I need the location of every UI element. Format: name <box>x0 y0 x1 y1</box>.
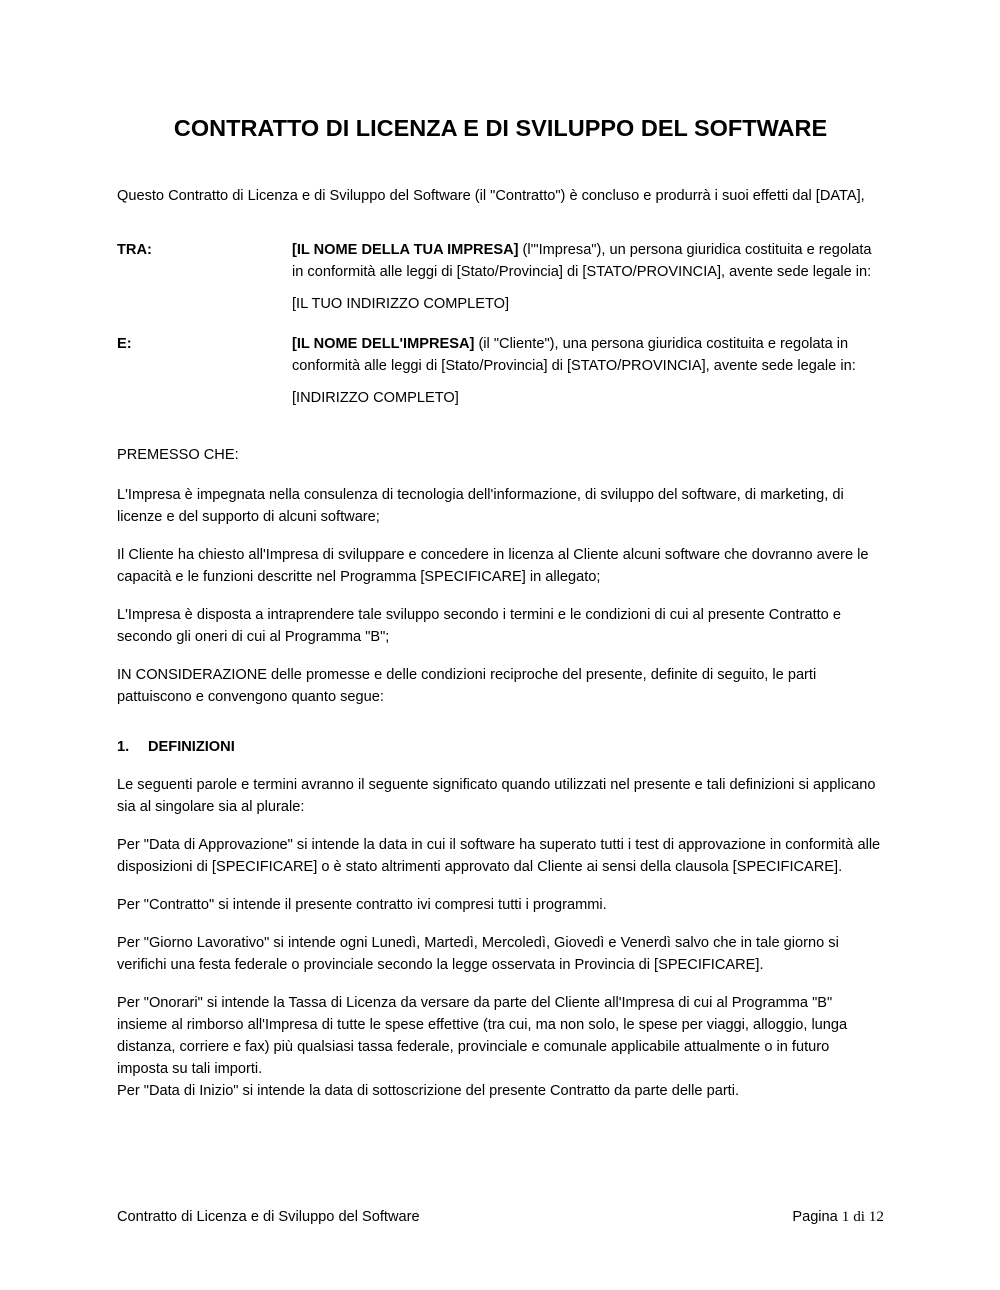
document-title: CONTRATTO DI LICENZA E DI SVILUPPO DEL SOFTWARE <box>173 115 828 141</box>
party-description-tra: (l'"Impresa"), un persona giuridica costituita e regolata in conformità alle leggi di [Stato/Provincia] di [STATO/PROVINCIA], avente sede legale in: <box>292 242 872 280</box>
recital-paragraph: IN CONSIDERAZIONE delle promesse e delle condizioni reciproche del presente, definite di seguito, le parti pattuiscono e convengono quanto segue: <box>117 667 817 705</box>
party-name-e: [IL NOME DELL'IMPRESA] <box>292 336 475 352</box>
section-title: DEFINIZIONI <box>148 739 235 755</box>
party-description-e: (il "Cliente"), una persona giuridica costituita e regolata in conformità alle leggi di [Stato/Provincia] di [STATO/PROVINCIA], avente sede legale in: <box>292 336 856 374</box>
section-number: 1. <box>117 739 130 755</box>
footer-page-value: 1 di 12 <box>841 1208 884 1225</box>
party-label-e: E: <box>117 336 132 352</box>
definition-paragraph: Per "Onorari" si intende la Tassa di Licenza da versare da parte del Cliente all'Impresa di cui al Programma "B" insieme al rimborso all'Impresa di tutte le spese effettive (tra cui, ma non solo, le spese per viaggi, alloggio, lunga distanza, corriere e fax) più qualsiasi tassa federale, provinciale e comunale applicabile attualmente o in futuro imposta su tali importi. <box>117 995 848 1077</box>
footer-page-number <box>792 1206 884 1228</box>
page-footer <box>117 1206 884 1228</box>
definition-paragraph: Per "Giorno Lavorativo" si intende ogni Lunedì, Martedì, Mercoledì, Giovedì e Venerdì salvo che in tale giorno si verifichi una festa federale o provinciale secondo la legge osservata in Provincia di [SPECIFICARE]. <box>117 935 839 973</box>
premesso-heading: PREMESSO CHE: <box>117 447 239 463</box>
recital-paragraph: L'Impresa è impegnata nella consulenza di tecnologia dell'informazione, di sviluppo del software, di marketing, di licenze e del supporto di alcuni software; <box>117 487 844 525</box>
party-label-tra: TRA: <box>117 242 152 258</box>
party-address-e: [INDIRIZZO COMPLETO] <box>292 390 459 406</box>
recital-paragraph: L'Impresa è disposta a intraprendere tale sviluppo secondo i termini e le condizioni di cui al presente Contratto e secondo gli oneri di cui al Programma "B"; <box>117 607 841 645</box>
section-1-heading <box>117 736 884 758</box>
definition-paragraph: Le seguenti parole e termini avranno il seguente significato quando utilizzati nel presente e tali definizioni si applicano sia al singolare sia al plurale: <box>117 777 876 815</box>
footer-page-label: Pagina <box>792 1209 838 1225</box>
party-body-e <box>292 333 884 409</box>
party-paragraph-tra <box>292 239 884 283</box>
party-block-e <box>117 333 884 409</box>
party-body-tra <box>292 239 884 315</box>
definition-paragraph: Per "Data di Inizio" si intende la data di sottoscrizione del presente Contratto da parte delle parti. <box>117 1083 740 1099</box>
party-block-tra <box>117 239 884 315</box>
party-name-tra: [IL NOME DELLA TUA IMPRESA] <box>292 242 519 258</box>
party-address-tra: [IL TUO INDIRIZZO COMPLETO] <box>292 296 510 312</box>
party-paragraph-e <box>292 333 884 377</box>
definition-paragraph: Per "Data di Approvazione" si intende la data in cui il software ha superato tutti i test di approvazione in conformità alle disposizioni di [SPECIFICARE] o è stato altrimenti approvato dal Cliente ai sensi della clausola [SPECIFICARE]. <box>117 837 881 875</box>
recital-paragraph: Il Cliente ha chiesto all'Impresa di sviluppare e concedere in licenza al Cliente alcuni software che dovranno avere le capacità e le funzioni descritte nel Programma [SPECIFICARE] in allegato; <box>117 547 869 585</box>
footer-document-title: Contratto di Licenza e di Sviluppo del Software <box>117 1209 420 1225</box>
intro-paragraph: Questo Contratto di Licenza e di Sviluppo del Software (il "Contratto") è concluso e produrrà i suoi effetti dal [DATA], <box>117 188 865 204</box>
definition-paragraph: Per "Contratto" si intende il presente contratto ivi compresi tutti i programmi. <box>117 897 607 913</box>
